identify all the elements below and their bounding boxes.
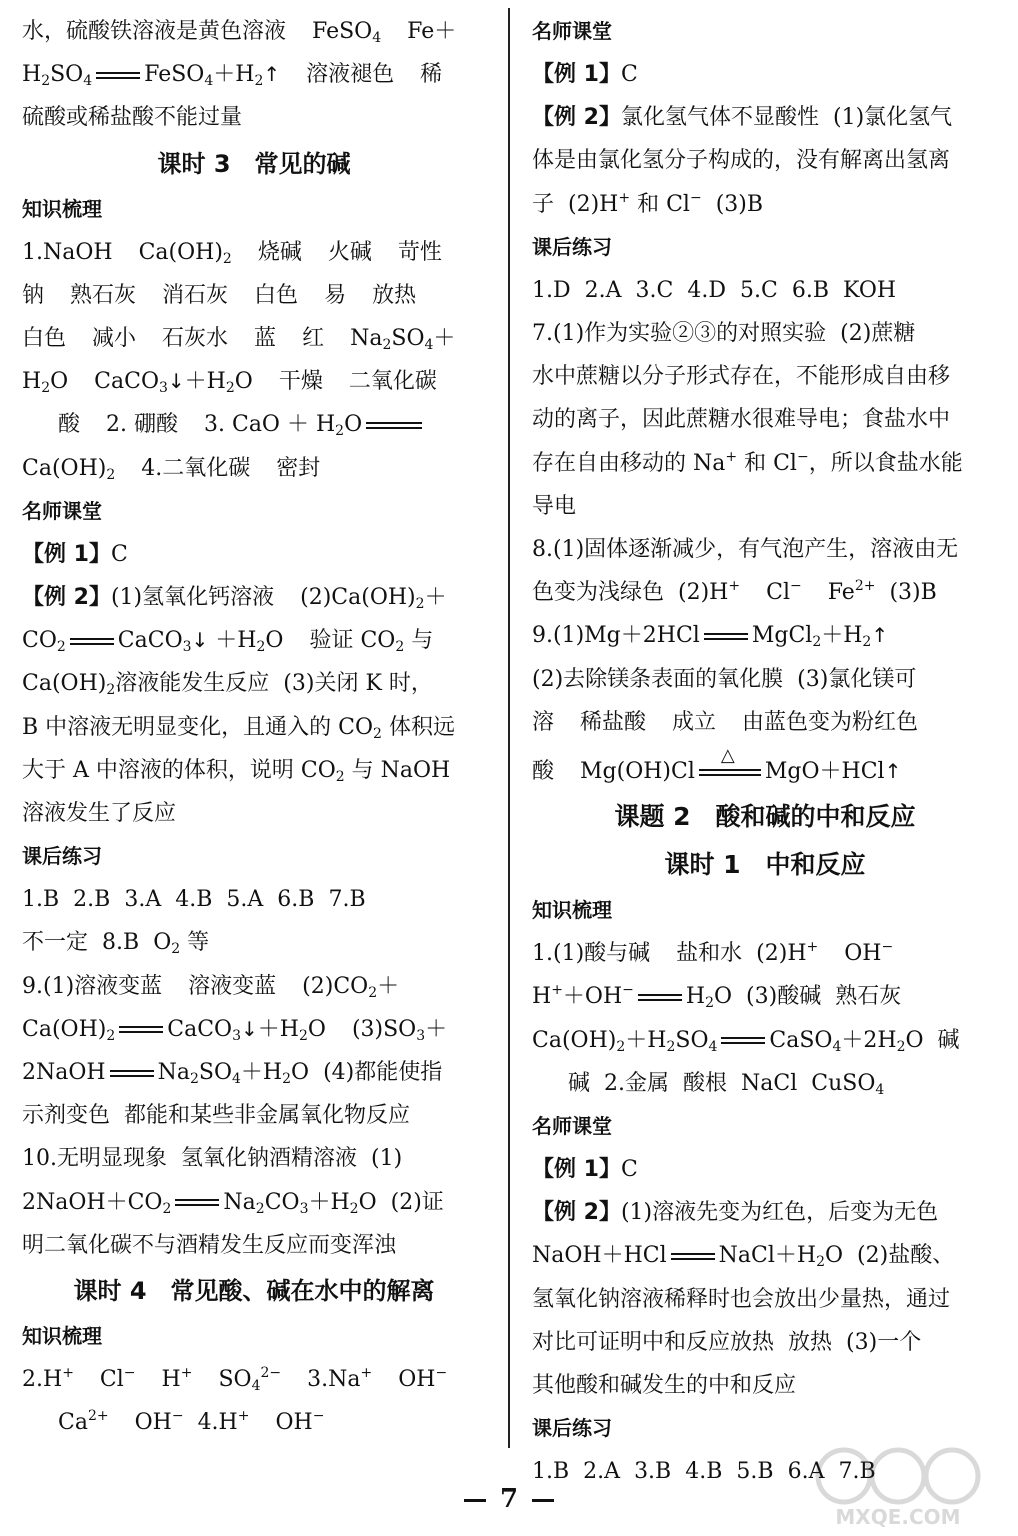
- topic-2-title: 课题 2 酸和碱的中和反应: [614, 802, 916, 832]
- section-knowledge: 知识梳理: [532, 898, 612, 923]
- paragraph: $Ca(OH)_2+H_2SO_4$ $CaSO_4+2H_2O$ 碱: [532, 1027, 960, 1055]
- heat-equals-sign: [699, 744, 761, 776]
- section-class: 名师课堂: [22, 498, 102, 523]
- lesson-1-title: 课时 1 中和反应: [664, 850, 866, 880]
- paragraph: 2NaOH $Na_2SO_4+H_2O$ (4)都能使指: [22, 1060, 443, 1088]
- paragraph: $H_2SO_4$ $FeSO_4+H_2↑$ 溶液褪色 稀: [22, 62, 443, 90]
- paragraph: $Ca(OH)_2$ $CaCO_3↓+H_2O$ $(3)SO_3+$: [22, 1016, 448, 1044]
- paragraph: (2)去除镁条表面的氧化膜 (3)氯化镁可: [532, 666, 917, 692]
- lesson-3-title: 课时 3 常见的碱: [157, 149, 351, 178]
- paragraph: 色变为浅绿色 (2)H+ Cl− $Fe^{2+}$ (3)B: [532, 578, 937, 606]
- section-practice: 课后练习: [22, 844, 102, 869]
- paragraph: 动的离子，因此蔗糖水很难导电；食盐水中: [532, 407, 951, 433]
- paragraph: 酸 2. 硼酸 3. CaO ＋ $H_2O$: [22, 403, 486, 446]
- lesson-4-title: 课时 4 常见酸、碱在水中的解离: [73, 1277, 435, 1306]
- paragraph: 1.(1)酸与碱 盐和水 (2)H+ OH−: [532, 939, 894, 967]
- paragraph: 溶液发生了反应: [22, 801, 177, 827]
- section-knowledge: 知识梳理: [22, 1324, 102, 1349]
- paragraph: 水中蔗糖以分子形式存在，不能形成自由移: [532, 364, 951, 390]
- paragraph: 【例 2】(1)溶液先变为红色，后变为无色: [532, 1200, 939, 1226]
- paragraph: 1.NaOH $Ca(OH)_2$ 烧碱 火碱 苛性: [22, 239, 442, 267]
- section-practice: 课后练习: [532, 1416, 612, 1441]
- paragraph: 其他酸和碱发生的中和反应: [532, 1373, 797, 1399]
- paragraph: 氢氧化钠溶液稀释时也会放出少量热，通过: [532, 1286, 951, 1312]
- paragraph: 【例 2】(1)氢氧化钙溶液 $(2)Ca(OH)_2+$: [22, 585, 447, 613]
- paragraph: 子 (2)H+ 和 Cl− (3)B: [532, 189, 764, 217]
- paragraph: $2NaOH+CO_2$ $Na_2CO_3+H_2O$ (2)证: [22, 1189, 444, 1217]
- paragraph: $CO_2$ CaCO$_3$↓ $+H_2O$ 验证 $CO_2$ 与: [22, 628, 434, 656]
- paragraph: 2.H+ Cl− H+ $SO_4^{2-}$ 3.Na+ OH−: [22, 1365, 448, 1395]
- paragraph: 1.B 2.A 3.B 4.B 5.B 6.A 7.B: [532, 1459, 876, 1485]
- paragraph: 7.(1)作为实验②③的对照实验 (2)蔗糖: [532, 321, 916, 347]
- paragraph: 9.(1)Mg＋2HCl $MgCl_2+H_2↑$: [532, 623, 889, 651]
- paragraph: 白色 减小 石灰水 蓝 红 $Na_2SO_4+$: [22, 326, 456, 354]
- paragraph: B 中溶液无明显变化，且通入的 $CO_2$ 体积远: [22, 714, 455, 742]
- paragraph: 钠 熟石灰 消石灰 白色 易 放热: [22, 282, 417, 308]
- paragraph: 1.B 2.B 3.A 4.B 5.A 6.B 7.B: [22, 887, 366, 913]
- paragraph: $H_2O$ $CaCO_3↓+H_2O$ 干燥 二氧化碳: [22, 369, 437, 397]
- paragraph: NaOH＋HCl $NaCl+H_2O$ (2)盐酸、: [532, 1243, 955, 1271]
- section-knowledge: 知识梳理: [22, 196, 102, 221]
- paragraph: $Ca(OH)_2$ 4.二氧化碳 密封: [22, 455, 321, 483]
- paragraph: 8.(1)固体逐渐减少，有气泡产生，溶液由无: [532, 537, 959, 563]
- paragraph: 【例 2】氯化氢气体不显酸性 (1)氯化氢气: [532, 105, 953, 131]
- paragraph: 示剂变色 都能和某些非金属氧化物反应: [22, 1103, 411, 1129]
- left-column: [22, 10, 486, 1444]
- paragraph: 硫酸或稀盐酸不能过量: [22, 105, 243, 131]
- column-divider: [508, 8, 510, 1448]
- paragraph: $Ca(OH)_2$溶液能发生反应 (3)关闭 K 时，: [22, 671, 433, 699]
- paragraph: 酸 Mg(OH)Cl △ MgO＋HCl↑: [532, 744, 902, 785]
- paragraph: 溶 稀盐酸 成立 由蓝色变为粉红色: [532, 709, 919, 735]
- paragraph: 【例 1】C: [22, 541, 128, 567]
- paragraph: 明二氧化碳不与酒精发生反应而变浑浊: [22, 1232, 397, 1258]
- section-practice: 课后练习: [532, 234, 612, 259]
- paragraph: 导电: [532, 493, 577, 519]
- paragraph: 大于 A 中溶液的体积，说明 $CO_2$ 与 NaOH: [22, 757, 451, 785]
- right-column: [532, 10, 998, 1493]
- paragraph: 9.(1)溶液变蓝 溶液变蓝 $(2)CO_2+$: [22, 973, 400, 1001]
- paragraph: 10.无明显现象 氢氧化钠酒精溶液 (1): [22, 1146, 403, 1172]
- paragraph: 体是由氯化氢分子构成的，没有解离出氢离: [532, 148, 951, 174]
- paragraph: 存在自由移动的 Na+ 和 Cl−，所以食盐水能: [532, 448, 963, 476]
- paragraph: 【例 1】C: [532, 1157, 638, 1183]
- paragraph: 水，硫酸铁溶液是黄色溶液 FeSO$_4$ Fe＋: [22, 19, 457, 46]
- paragraph: 1.D 2.A 3.C 4.D 5.C 6.B KOH: [532, 277, 897, 303]
- watermark-logo: [808, 1444, 988, 1528]
- heat-triangle-icon: △: [720, 744, 735, 766]
- paragraph: H+＋OH− $H_2O$ (3)酸碱 熟石灰: [532, 982, 902, 1012]
- paragraph: 碱 2.金属 酸根 NaCl CuSO$_4$: [568, 1070, 885, 1098]
- paragraph: $Ca^{2+}$ OH− 4.H+ OH−: [58, 1408, 325, 1436]
- section-class: 名师课堂: [532, 1114, 612, 1139]
- svg-text:MXQE.COM: MXQE.COM: [835, 1505, 961, 1528]
- page-number: 7: [0, 1484, 1018, 1514]
- paragraph: 对比可证明中和反应放热 放热 (3)一个: [532, 1329, 922, 1355]
- paragraph: 【例 1】C: [532, 62, 638, 87]
- paragraph: 不一定 8.B $O_2$ 等: [22, 930, 210, 958]
- section-class: 名师课堂: [532, 19, 612, 43]
